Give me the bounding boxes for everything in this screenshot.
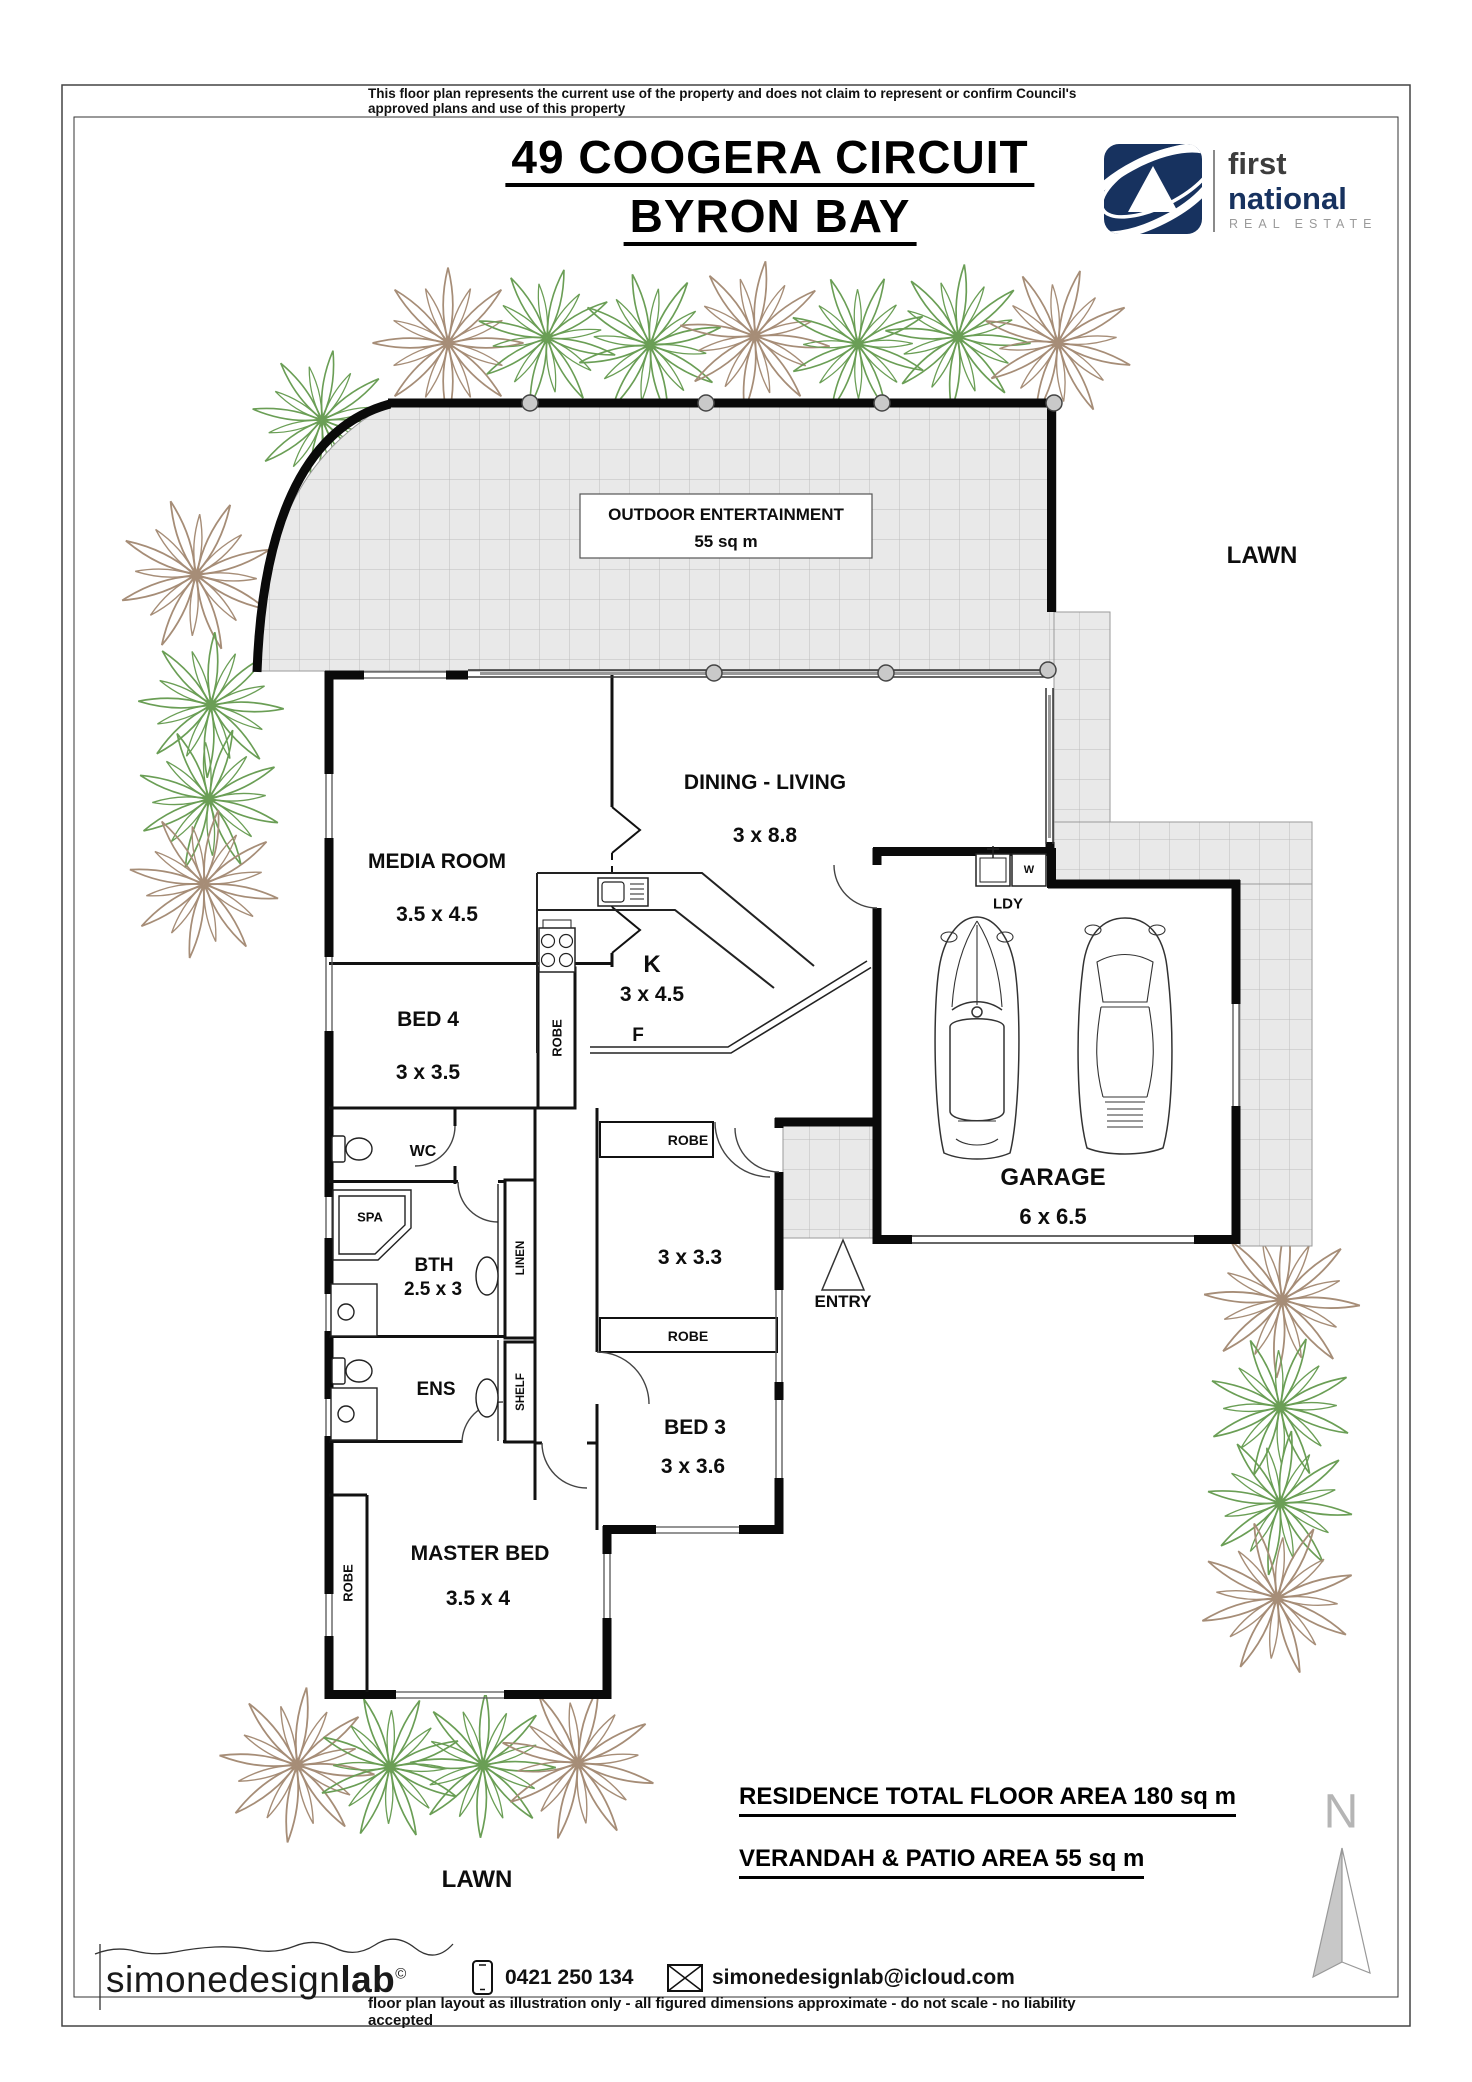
master-bed-label: MASTER BED (410, 1542, 550, 1565)
agency-name-national: national (1228, 181, 1347, 216)
verandah-area-summary: VERANDAH & PATIO AREA 55 sq m (739, 1845, 1144, 1879)
designer-phone: 0421 250 134 (505, 1966, 634, 1989)
bed4-label: BED 4 (397, 1008, 459, 1031)
lawn-right-label: LAWN (1226, 542, 1298, 569)
designer-name-bold: lab (340, 1959, 396, 2000)
media-room-dims: 3.5 x 4.5 (396, 903, 478, 926)
bed4-dims: 3 x 3.5 (395, 1061, 461, 1084)
spa-label: SPA (357, 1209, 383, 1225)
bed4-robe-label: ROBE (549, 1019, 565, 1057)
north-label: N (1323, 1785, 1359, 1839)
bed2-robe-bottom-label: ROBE (667, 1328, 709, 1344)
laundry-label: LDY (993, 895, 1023, 913)
dining-living-dims: 3 x 8.8 (732, 824, 798, 847)
page-title-line1: 49 COOGERA CIRCUIT (505, 133, 1034, 187)
agency-tagline: REAL ESTATE (1229, 217, 1378, 231)
envelope-icon (668, 1965, 702, 1991)
shelf-label: SHELF (515, 1373, 527, 1411)
fridge-label: F (632, 1025, 644, 1046)
bed2-robe-top-label: ROBE (667, 1132, 709, 1148)
phone-icon (473, 1961, 492, 1994)
north-arrow-icon (1313, 1848, 1370, 1977)
entry-label: ENTRY (814, 1292, 872, 1311)
first-national-logo-icon (1070, 131, 1230, 254)
designer-name (106, 1959, 407, 2001)
copyright-mark: © (395, 1965, 407, 1983)
designer-email: simonedesignlab@icloud.com (712, 1966, 1015, 1989)
wc-label: WC (409, 1143, 437, 1160)
bath-dims: 2.5 x 3 (403, 1279, 463, 1300)
master-bed-dims: 3.5 x 4 (445, 1587, 511, 1610)
media-room-label: MEDIA ROOM (367, 850, 507, 873)
kitchen-label: K (643, 951, 661, 978)
dining-living-label: DINING - LIVING (683, 771, 847, 794)
agency-name-first: first (1228, 146, 1287, 181)
top-disclaimer: This floor plan represents the current use of the property and does not claim to represent or confirm Council's approved plans and use of this property (368, 86, 1077, 116)
master-robe-label: ROBE (340, 1564, 356, 1602)
designer-name-regular: simonedesign (106, 1959, 341, 2000)
garage-dims: 6 x 6.5 (1019, 1204, 1087, 1229)
bed2-dims: 3 x 3.3 (657, 1246, 723, 1269)
garage-label: GARAGE (1000, 1164, 1106, 1191)
page-title-line2: BYRON BAY (624, 192, 917, 246)
linen-label: LINEN (515, 1240, 527, 1276)
bed3-dims: 3 x 3.6 (660, 1455, 726, 1478)
bottom-disclaimer: floor plan layout as illustration only - all figured dimensions approximate - do not scale - no liability accepted (368, 1995, 1076, 2029)
residence-area-summary: RESIDENCE TOTAL FLOOR AREA 180 sq m (739, 1783, 1236, 1817)
lawn-bottom-label: LAWN (441, 1866, 513, 1893)
bath-label: BTH (414, 1255, 454, 1276)
kitchen-dims: 3 x 4.5 (619, 983, 685, 1006)
entry-porch-tiles (783, 1124, 875, 1238)
outdoor-entertainment-label: OUTDOOR ENTERTAINMENT (608, 505, 844, 524)
bed3-label: BED 3 (664, 1416, 726, 1439)
outdoor-entertainment-area: 55 sq m (694, 532, 758, 551)
washer-label: W (1023, 864, 1035, 876)
ensuite-label: ENS (416, 1379, 456, 1400)
entry-arrow-icon (822, 1240, 864, 1290)
